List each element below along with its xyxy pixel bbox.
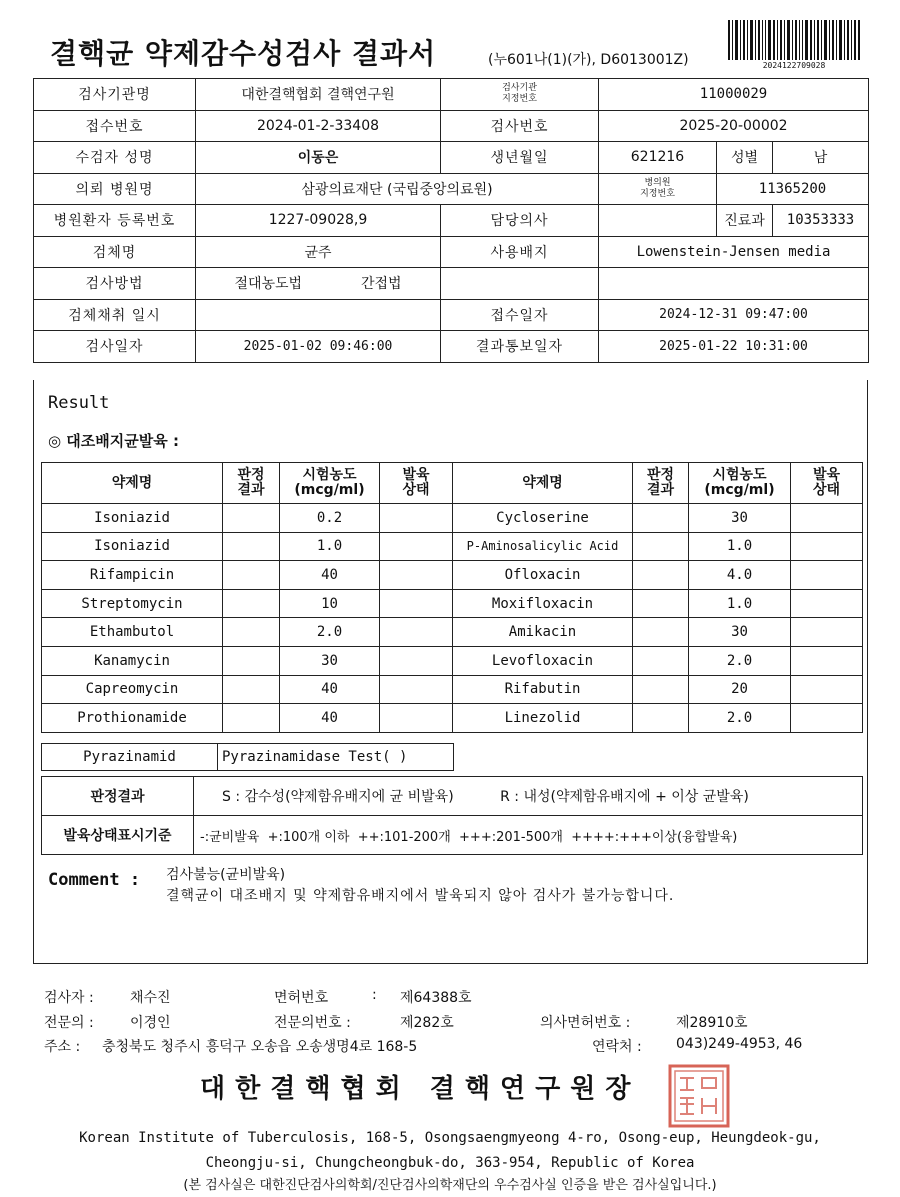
receive-date-value: 2024-12-31 09:47:00 <box>599 299 869 331</box>
doctor-label: 담당의사 <box>441 205 599 237</box>
md-license-label: 의사면허번호 : <box>540 1015 631 1031</box>
right-growth-cell <box>791 561 863 590</box>
comment-line-1: 검사불능(균비발육) <box>166 867 286 883</box>
license-sep: : <box>372 987 377 1003</box>
method-label: 검사방법 <box>34 268 196 300</box>
right-judge-cell <box>633 589 689 618</box>
institute-director-name: 대한결핵협회 결핵연구원장 <box>200 1074 641 1104</box>
test-date-value: 2025-01-02 09:46:00 <box>196 331 441 363</box>
method-empty-2 <box>599 268 869 300</box>
right-conc-cell: 1.0 <box>689 532 791 561</box>
right-growth-cell <box>791 504 863 533</box>
result-label: Result <box>48 393 110 413</box>
right-judge-cell <box>633 504 689 533</box>
method-2: 간접법 <box>360 276 402 293</box>
hospital-value: 삼광의료재단 (국립중앙의료원) <box>196 173 599 205</box>
right-growth-cell <box>791 704 863 733</box>
left-judge-cell <box>223 504 280 533</box>
test-no-label: 검사번호 <box>441 110 599 142</box>
right-drug-cell: Moxifloxacin <box>453 589 633 618</box>
patient-name-value: 이동은 <box>196 142 441 174</box>
pza-table <box>41 743 454 771</box>
hosp-no-label: 병의원 지정번호 <box>599 173 717 205</box>
left-conc-cell: 0.2 <box>280 504 380 533</box>
right-drug-cell: Rifabutin <box>453 675 633 704</box>
growth-criteria-label: 발육상태표시기준 <box>42 816 194 855</box>
header-growth-right: 발육 상태 <box>791 463 863 504</box>
method-1: 절대농도법 <box>234 276 303 293</box>
tester-label: 검사자 : <box>44 990 94 1006</box>
judge-criteria-value <box>194 777 863 816</box>
left-judge-cell <box>223 704 280 733</box>
report-date-label: 결과통보일자 <box>441 331 599 363</box>
receipt-no-label: 접수번호 <box>34 110 196 142</box>
inst-no-label: 검사기관 지정번호 <box>441 79 599 111</box>
right-judge-cell <box>633 561 689 590</box>
right-drug-cell: Linezolid <box>453 704 633 733</box>
specimen-value: 균주 <box>196 236 441 268</box>
barcode-icon <box>728 20 860 60</box>
left-conc-cell: 30 <box>280 646 380 675</box>
header-conc-left: 시험농도 (mcg/ml) <box>280 463 380 504</box>
left-drug-cell: Isoniazid <box>42 532 223 561</box>
right-conc-cell: 20 <box>689 675 791 704</box>
right-judge-cell <box>633 704 689 733</box>
table-row <box>42 589 863 618</box>
document-title: 결핵균 약제감수성검사 결과서 <box>50 37 437 70</box>
table-row <box>42 646 863 675</box>
growth-criteria-value: -:균비발육 +:100개 이하 ++:101-200개 +++:201-500개 ++++:+++이상(융합발육) <box>194 816 863 855</box>
right-judge-cell <box>633 646 689 675</box>
left-drug-cell: Ethambutol <box>42 618 223 647</box>
left-conc-cell: 40 <box>280 675 380 704</box>
spec-no-label: 전문의번호 : <box>274 1015 351 1031</box>
left-conc-cell: 40 <box>280 561 380 590</box>
table-row <box>42 561 863 590</box>
criteria-table <box>41 776 863 855</box>
collect-date-label: 검체채취 일시 <box>34 299 196 331</box>
left-growth-cell <box>380 532 453 561</box>
inst-no-value: 11000029 <box>599 79 869 111</box>
right-judge-cell <box>633 532 689 561</box>
table-row <box>42 675 863 704</box>
test-no-value: 2025-20-00002 <box>599 110 869 142</box>
right-growth-cell <box>791 618 863 647</box>
barcode-number: 2024122709028 <box>762 61 826 70</box>
comment-line-2: 결핵균이 대조배지 및 약제함유배지에서 발육되지 않아 검사가 불가능합니다. <box>166 888 675 904</box>
hosp-no-value: 11365200 <box>717 173 869 205</box>
judge-criteria-label: 판정결과 <box>42 777 194 816</box>
contact-label: 연락처 : <box>592 1039 642 1055</box>
hospital-label: 의뢰 병원명 <box>34 173 196 205</box>
left-judge-cell <box>223 561 280 590</box>
patient-info-table <box>33 78 869 363</box>
dept-value: 10353333 <box>773 205 869 237</box>
method-value <box>196 268 441 300</box>
report-date-value: 2025-01-22 10:31:00 <box>599 331 869 363</box>
left-drug-cell: Rifampicin <box>42 561 223 590</box>
header-drug-left: 약제명 <box>42 463 223 504</box>
right-conc-cell: 4.0 <box>689 561 791 590</box>
receipt-no-value: 2024-01-2-33408 <box>196 110 441 142</box>
header-drug-right: 약제명 <box>453 463 633 504</box>
license-value: 제64388호 <box>400 990 472 1006</box>
left-judge-cell <box>223 675 280 704</box>
right-drug-cell: P-Aminosalicylic Acid <box>453 532 633 561</box>
left-growth-cell <box>380 646 453 675</box>
table-row <box>42 704 863 733</box>
header-growth-left: 발육 상태 <box>380 463 453 504</box>
right-growth-cell <box>791 675 863 704</box>
right-drug-cell: Ofloxacin <box>453 561 633 590</box>
left-growth-cell <box>380 561 453 590</box>
left-conc-cell: 2.0 <box>280 618 380 647</box>
judge-r-text: R : 내성(약제함유배지에 + 이상 균발육) <box>500 789 749 805</box>
left-conc-cell: 10 <box>280 589 380 618</box>
table-row <box>42 504 863 533</box>
right-judge-cell <box>633 618 689 647</box>
reg-no-value: 1227-09028,9 <box>196 205 441 237</box>
doctor-value <box>599 205 717 237</box>
receive-date-label: 접수일자 <box>441 299 599 331</box>
table-row <box>42 532 863 561</box>
right-conc-cell: 30 <box>689 504 791 533</box>
dept-label: 진료과 <box>717 205 773 237</box>
drug-table <box>41 462 863 733</box>
address-value: 충청북도 청주시 흥덕구 오송읍 오송생명4로 168-5 <box>102 1039 418 1055</box>
test-date-label: 검사일자 <box>34 331 196 363</box>
tester-name: 채수진 <box>130 990 171 1006</box>
right-conc-cell: 1.0 <box>689 589 791 618</box>
left-growth-cell <box>380 704 453 733</box>
left-drug-cell: Isoniazid <box>42 504 223 533</box>
header-judge-left: 판정 결과 <box>223 463 280 504</box>
specialist-label: 전문의 : <box>44 1015 94 1031</box>
right-conc-cell: 2.0 <box>689 646 791 675</box>
pza-test: Pyrazinamidase Test( ) <box>218 744 454 771</box>
left-growth-cell <box>380 675 453 704</box>
right-conc-cell: 30 <box>689 618 791 647</box>
left-judge-cell <box>223 646 280 675</box>
judge-s-text: S : 감수성(약제함유배지에 균 비발육) <box>222 789 454 805</box>
medium-label: 사용배지 <box>441 236 599 268</box>
certification-note: (본 검사실은 대한진단검사의학회/진단검사의학재단의 우수검사실 인증을 받은 검사실입니다.) <box>183 1178 717 1193</box>
address-label: 주소 : <box>44 1039 81 1055</box>
right-conc-cell: 2.0 <box>689 704 791 733</box>
left-growth-cell <box>380 504 453 533</box>
md-license-value: 제28910호 <box>676 1015 748 1031</box>
header-conc-right: 시험농도 (mcg/ml) <box>689 463 791 504</box>
inst-name-label: 검사기관명 <box>34 79 196 111</box>
sex-value: 남 <box>773 142 869 174</box>
inst-name-value: 대한결핵협회 결핵연구원 <box>196 79 441 111</box>
left-drug-cell: Capreomycin <box>42 675 223 704</box>
left-drug-cell: Prothionamide <box>42 704 223 733</box>
sex-label: 성별 <box>717 142 773 174</box>
left-conc-cell: 1.0 <box>280 532 380 561</box>
license-label: 면허번호 <box>274 990 329 1006</box>
official-seal-icon <box>668 1064 730 1128</box>
dob-label: 생년월일 <box>441 142 599 174</box>
collect-date-value <box>196 299 441 331</box>
contact-value: 043)249-4953, 46 <box>676 1036 803 1052</box>
table-row <box>42 618 863 647</box>
left-growth-cell <box>380 618 453 647</box>
patient-name-label: 수검자 성명 <box>34 142 196 174</box>
header-judge-right: 판정 결과 <box>633 463 689 504</box>
comment-label: Comment : <box>48 870 141 890</box>
right-judge-cell <box>633 675 689 704</box>
pza-label: Pyrazinamid <box>42 744 218 771</box>
address-en-line-2: Cheongju-si, Chungcheongbuk-do, 363-954, Republic of Korea <box>205 1155 695 1171</box>
right-growth-cell <box>791 532 863 561</box>
right-drug-cell: Levofloxacin <box>453 646 633 675</box>
specimen-label: 검체명 <box>34 236 196 268</box>
medium-value: Lowenstein-Jensen media <box>599 236 869 268</box>
specialist-name: 이경인 <box>130 1015 171 1031</box>
method-empty <box>441 268 599 300</box>
reg-no-label: 병원환자 등록번호 <box>34 205 196 237</box>
left-judge-cell <box>223 618 280 647</box>
spec-no-value: 제282호 <box>400 1015 454 1031</box>
address-en-line-1: Korean Institute of Tuberculosis, 168-5, Osongsaengmyeong 4-ro, Osong-eup, Heungdeok-gu, <box>79 1130 821 1146</box>
left-judge-cell <box>223 589 280 618</box>
form-code: (누601나(1)(가), D6013001Z) <box>488 52 689 68</box>
control-growth-label: ◎ 대조배지균발육 : <box>48 432 179 450</box>
right-growth-cell <box>791 646 863 675</box>
dob-value: 621216 <box>599 142 717 174</box>
left-drug-cell: Kanamycin <box>42 646 223 675</box>
left-growth-cell <box>380 589 453 618</box>
right-drug-cell: Amikacin <box>453 618 633 647</box>
right-growth-cell <box>791 589 863 618</box>
right-drug-cell: Cycloserine <box>453 504 633 533</box>
left-drug-cell: Streptomycin <box>42 589 223 618</box>
left-judge-cell <box>223 532 280 561</box>
left-conc-cell: 40 <box>280 704 380 733</box>
